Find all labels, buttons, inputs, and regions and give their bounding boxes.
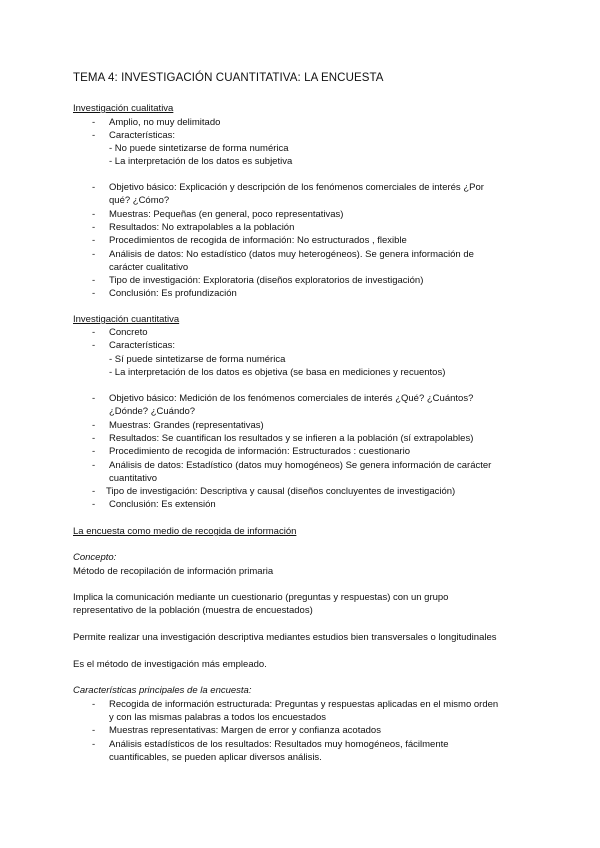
list-item: Características: bbox=[109, 340, 175, 351]
list-item: Resultados: Se cuantifican los resultados y se infieren a la población (sí extrapolables) bbox=[109, 433, 474, 444]
list-item-continuation: ¿Dónde? ¿Cuándo? bbox=[109, 406, 196, 417]
bullet-dash: - bbox=[92, 446, 96, 457]
bullet-dash: - bbox=[92, 275, 96, 286]
list-item: Objetivo básico: Medición de los fenómenos comerciales de interés ¿Qué? ¿Cuántos? bbox=[109, 393, 474, 404]
bullet-dash: - bbox=[92, 393, 96, 404]
bullet-dash: - bbox=[92, 182, 96, 193]
caracteristicas-label: Características principales de la encuesta: bbox=[73, 685, 252, 696]
paragraph-line: representativo de la población (muestra de encuestados) bbox=[73, 605, 313, 616]
list-item: Muestras: Grandes (representativas) bbox=[109, 420, 264, 431]
bullet-dash: - bbox=[92, 288, 96, 299]
list-item: Características: bbox=[109, 130, 175, 141]
list-item-continuation: y con las mismas palabras a todos los encuestados bbox=[109, 712, 327, 723]
paragraph: Es el método de investigación más empleado. bbox=[73, 659, 267, 670]
list-item: Análisis de datos: Estadístico (datos muy homogéneos) Se genera información de carácter bbox=[109, 460, 492, 471]
list-item: Conclusión: Es profundización bbox=[109, 288, 237, 299]
bullet-dash: - bbox=[92, 486, 96, 497]
list-item: Muestras: Pequeñas (en general, poco representativas) bbox=[109, 209, 344, 220]
bullet-dash: - bbox=[92, 499, 96, 510]
list-item: Amplio, no muy delimitado bbox=[109, 117, 221, 128]
list-item: Resultados: No extrapolables a la población bbox=[109, 222, 295, 233]
list-item: Objetivo básico: Explicación y descripción de los fenómenos comerciales de interés ¿Por bbox=[109, 182, 484, 193]
list-item: Recogida de información estructurada: Preguntas y respuestas aplicadas en el mismo orden bbox=[109, 699, 499, 710]
concepto-text: Método de recopilación de información primaria bbox=[73, 566, 274, 577]
document-title: TEMA 4: INVESTIGACIÓN CUANTITATIVA: LA ENCUESTA bbox=[73, 72, 384, 84]
list-item-continuation: qué? ¿Cómo? bbox=[109, 195, 170, 206]
section-heading-cualitativa: Investigación cualitativa bbox=[73, 103, 174, 114]
bullet-dash: - bbox=[92, 327, 96, 338]
list-item-continuation: carácter cualitativo bbox=[109, 262, 189, 273]
concepto-label: Concepto: bbox=[73, 552, 117, 563]
bullet-dash: - bbox=[92, 235, 96, 246]
paragraph: Permite realizar una investigación descriptiva mediantes estudios bien transversales o longitudinales bbox=[73, 632, 497, 643]
bullet-dash: - bbox=[92, 420, 96, 431]
bullet-dash: - bbox=[92, 725, 96, 736]
paragraph-line: Implica la comunicación mediante un cuestionario (preguntas y respuestas) con un grupo bbox=[73, 592, 449, 603]
bullet-dash: - bbox=[92, 340, 96, 351]
list-item-continuation: cuantitativo bbox=[109, 473, 158, 484]
bullet-dash: - bbox=[92, 739, 96, 750]
list-subitem: - No puede sintetizarse de forma numérica bbox=[109, 143, 289, 154]
list-item: Procedimientos de recogida de información: No estructurados , flexible bbox=[109, 235, 407, 246]
section-heading-cuantitativa: Investigación cuantitativa bbox=[73, 314, 180, 325]
bullet-dash: - bbox=[92, 117, 96, 128]
section-heading-encuesta: La encuesta como medio de recogida de información bbox=[73, 526, 297, 537]
list-item: Procedimiento de recogida de información: Estructurados : cuestionario bbox=[109, 446, 410, 457]
list-item: Análisis de datos: No estadístico (datos muy heterogéneos). Se genera información de bbox=[109, 249, 474, 260]
list-item-continuation: cuantificables, se pueden aplicar diversos análisis. bbox=[109, 752, 322, 763]
list-item: Muestras representativas: Margen de error y confianza acotados bbox=[109, 725, 381, 736]
list-subitem: - Sí puede sintetizarse de forma numérica bbox=[109, 354, 286, 365]
bullet-dash: - bbox=[92, 699, 96, 710]
list-item: Concreto bbox=[109, 327, 148, 338]
list-item: Análisis estadísticos de los resultados: Resultados muy homogéneos, fácilmente bbox=[109, 739, 449, 750]
list-item: Tipo de investigación: Descriptiva y causal (diseños concluyentes de investigación) bbox=[106, 486, 456, 497]
bullet-dash: - bbox=[92, 209, 96, 220]
bullet-dash: - bbox=[92, 222, 96, 233]
list-subitem: - La interpretación de los datos es objetiva (se basa en mediciones y recuentos) bbox=[109, 367, 446, 378]
list-item: Conclusión: Es extensión bbox=[109, 499, 216, 510]
bullet-dash: - bbox=[92, 249, 96, 260]
bullet-dash: - bbox=[92, 130, 96, 141]
list-subitem: - La interpretación de los datos es subjetiva bbox=[109, 156, 293, 167]
bullet-dash: - bbox=[92, 460, 96, 471]
bullet-dash: - bbox=[92, 433, 96, 444]
list-item: Tipo de investigación: Exploratoria (diseños exploratorios de investigación) bbox=[109, 275, 424, 286]
